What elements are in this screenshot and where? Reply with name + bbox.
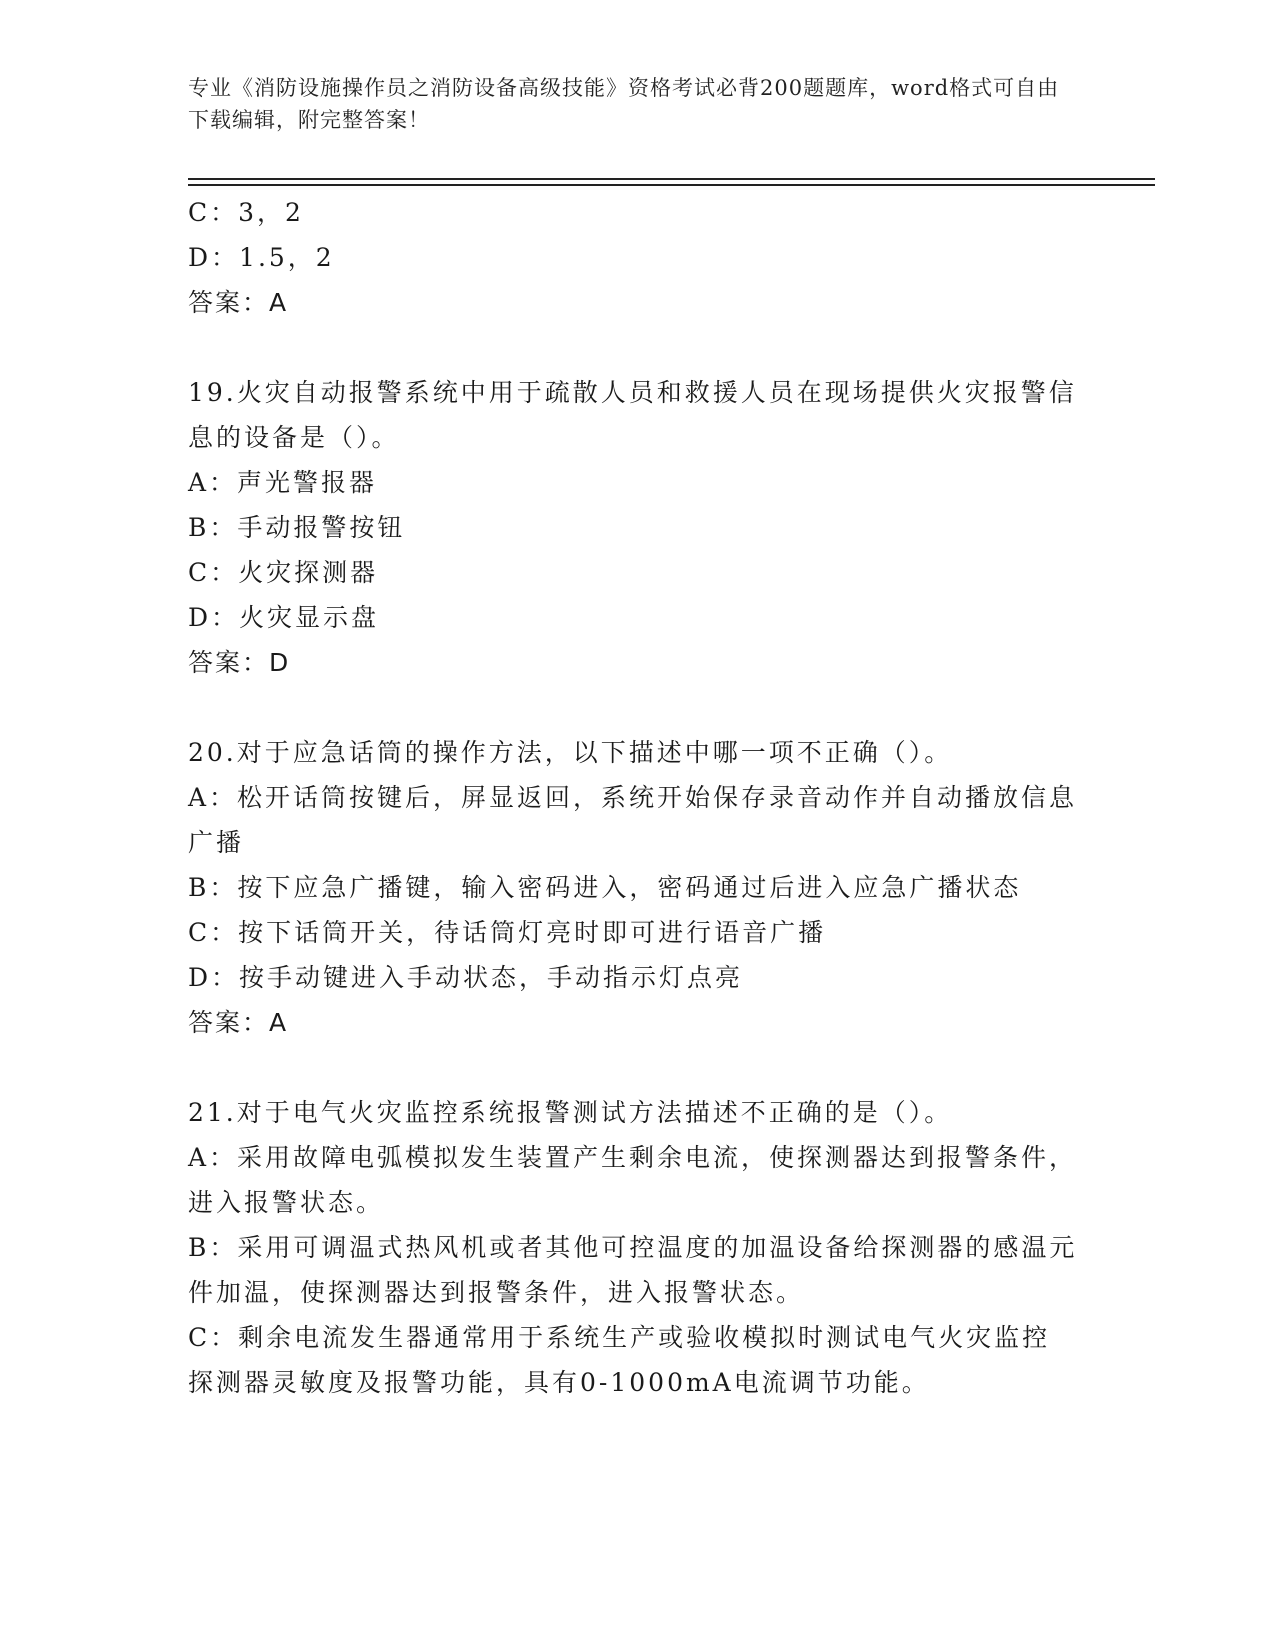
option-d: D：按手动键进入手动状态，手动指示灯点亮 (188, 963, 744, 992)
question-stem: 20.对于应急话筒的操作方法，以下描述中哪一项不正确（）。 (188, 738, 953, 767)
option-c: C：按下话筒开关，待话筒灯亮时即可进行语音广播 (188, 918, 827, 947)
option-c: C：剩余电流发生器通常用于系统生产或验收模拟时测试电气火灾监控探测器灵敏度及报警功能，具有0-1000mA电流调节功能。 (188, 1323, 1051, 1397)
header-divider-bottom (188, 184, 1155, 186)
option-b: B：手动报警按钮 (188, 513, 406, 542)
question-18-tail (188, 190, 1078, 325)
question-20 (188, 730, 1078, 1045)
header-divider-top (188, 178, 1155, 180)
option-b: B：按下应急广播键，输入密码进入，密码通过后进入应急广播状态 (188, 873, 1022, 902)
question-stem: 21.对于电气火灾监控系统报警测试方法描述不正确的是（）。 (188, 1098, 953, 1127)
option-c: C：3，2 (188, 198, 304, 227)
page-header: 专业《消防设施操作员之消防设备高级技能》资格考试必背200题题库，word格式可自由下载编辑，附完整答案！ (188, 76, 1060, 132)
option-a: A：松开话筒按键后，屏显返回，系统开始保存录音动作并自动播放信息广播 (188, 783, 1078, 857)
option-a: A：声光警报器 (188, 468, 378, 497)
option-d: D：火灾显示盘 (188, 603, 380, 632)
option-a: A：采用故障电弧模拟发生装置产生剩余电流，使探测器达到报警条件，进入报警状态。 (188, 1143, 1078, 1217)
question-stem: 19.火灾自动报警系统中用于疏散人员和救援人员在现场提供火灾报警信息的设备是（）。 (188, 378, 1077, 452)
answer-line: 答案：A (188, 1008, 289, 1037)
question-21 (188, 1090, 1078, 1405)
question-19 (188, 370, 1078, 685)
answer-line: 答案：D (188, 648, 291, 677)
option-b: B：采用可调温式热风机或者其他可控温度的加温设备给探测器的感温元件加温，使探测器达到报警条件，进入报警状态。 (188, 1233, 1078, 1307)
option-c: C：火灾探测器 (188, 558, 379, 587)
document-body (188, 190, 1078, 1405)
option-d: D：1.5，2 (188, 243, 335, 272)
answer-line: 答案：A (188, 288, 289, 317)
